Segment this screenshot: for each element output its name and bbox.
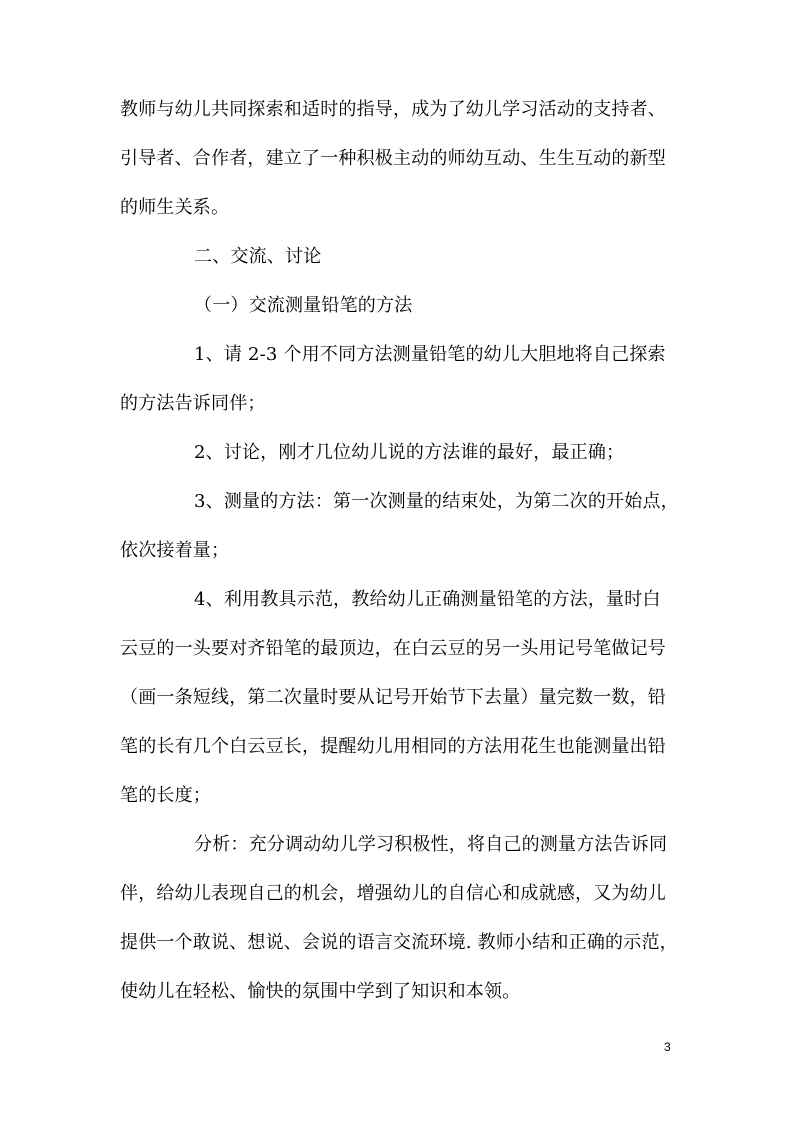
text-line: 伴，给幼儿表现自己的机会，增强幼儿的自信心和成就感，又为幼儿 [120,883,666,904]
section-heading: 二、交流、讨论 [194,246,322,267]
text-line: 云豆的一头要对齐铅笔的最顶边，在白云豆的另一头用记号笔做记号 [120,638,666,659]
text-line: 的师生关系。 [120,197,230,218]
text-line: 提供一个敢说、想说、会说的语言交流环境. 教师小结和正确的示范， [120,932,678,953]
text-line: （画一条短线，第二次量时要从记号开始节下去量）量完数一数，铅 [120,687,666,708]
page-number: 3 [664,1040,671,1054]
text-line: 的方法告诉同伴； [120,393,266,414]
text-line: 使幼儿在轻松、愉快的氛围中学到了知识和本领。 [120,981,521,1002]
text-line: 笔的长度； [120,785,211,806]
text-line: 引导者、合作者，建立了一种积极主动的师幼互动、生生互动的新型 [120,148,666,169]
analysis-paragraph: 分析：充分调动幼儿学习积极性，将自己的测量方法告诉同 [194,834,668,855]
text-line: 笔的长有几个白云豆长，提醒幼儿用相同的方法用花生也能测量出铅 [120,736,666,757]
list-item: 2、讨论，刚才几位幼儿说的方法谁的最好，最正确； [194,442,625,463]
text-line: 依次接着量； [120,540,230,561]
text-line: 教师与幼儿共同探索和适时的指导，成为了幼儿学习活动的支持者、 [120,99,666,120]
list-item: 1、请 2-3 个用不同方法测量铅笔的幼儿大胆地将自己探索 [194,344,666,365]
subsection-heading: （一）交流测量铅笔的方法 [194,295,413,316]
list-item: 4、利用教具示范，教给幼儿正确测量铅笔的方法，量时白 [194,589,661,610]
list-item: 3、测量的方法：第一次测量的结束处，为第二次的开始点， [194,491,679,512]
